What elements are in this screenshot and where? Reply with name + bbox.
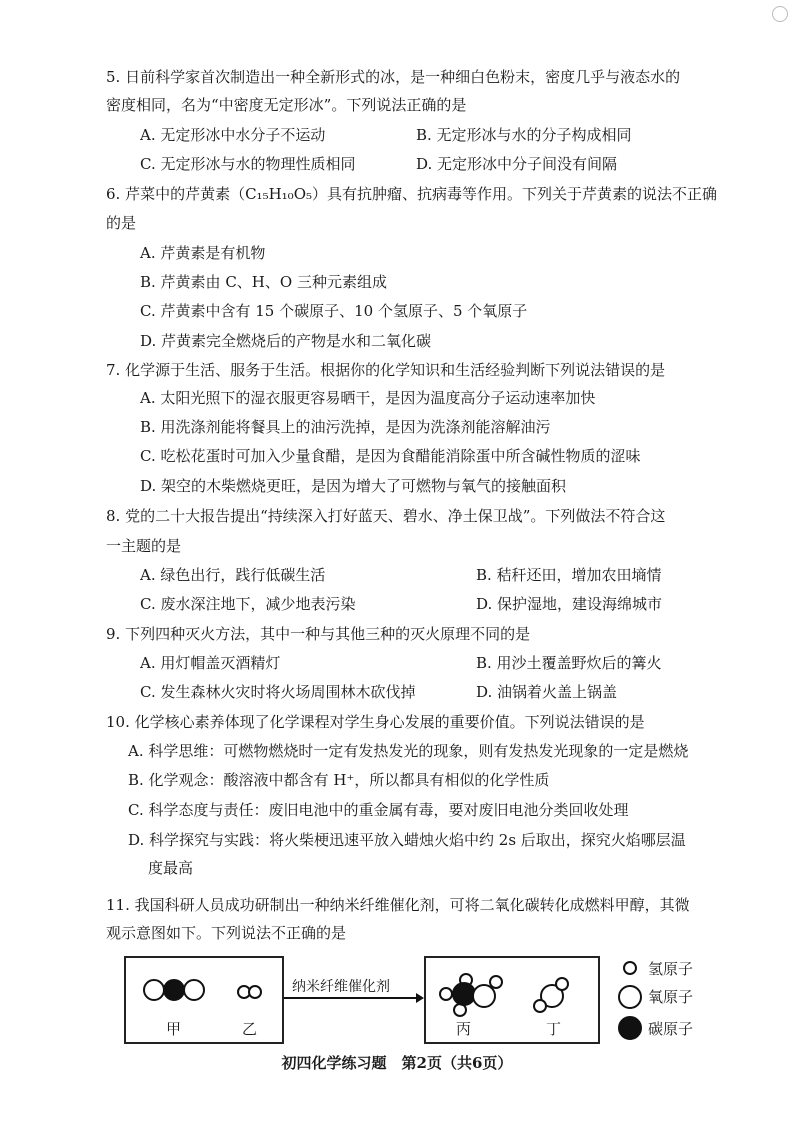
question-10-option-d-line-2: 度最高 — [148, 859, 194, 877]
molecule-yi-h2-icon — [238, 986, 261, 998]
question-9-option-b: B. 用沙土覆盖野炊后的篝火 — [476, 654, 662, 672]
question-6-option-c: C. 芹黄素中含有 15 个碳原子、10 个氢原子、5 个氧原子 — [140, 302, 528, 320]
question-7-stem-line-1: 7. 化学源于生活、服务于生活。根据你的化学知识和生活经验判断下列说法错误的是 — [106, 361, 666, 379]
question-9-option-c: C. 发生森林火灾时将火场周围林木砍伐掉 — [140, 683, 416, 701]
question-5-option-b: B. 无定形冰与水的分子构成相同 — [416, 126, 632, 144]
question-8-option-d: D. 保护湿地，建设海绵城市 — [476, 595, 663, 613]
question-5-stem-line-1: 5. 日前科学家首次制造出一种全新形式的冰，是一种细白色粉末，密度几乎与液态水的 — [106, 68, 681, 86]
question-7-option-d: D. 架空的木柴燃烧更旺，是因为增大了可燃物与氧气的接触面积 — [140, 477, 567, 495]
question-5-stem-line-2: 密度相同，名为“中密度无定形冰”。下列说法正确的是 — [106, 96, 467, 114]
question-10-option-c: C. 科学态度与责任：废旧电池中的重金属有毒，要对废旧电池分类回收处理 — [128, 801, 629, 819]
question-9-option-a: A. 用灯帽盖灭酒精灯 — [140, 654, 281, 672]
question-10-option-a: A. 科学思维：可燃物燃烧时一定有发热发光的现象，则有发热发光现象的一定是燃烧 — [128, 742, 689, 760]
question-8-option-a: A. 绿色出行，践行低碳生活 — [140, 566, 326, 584]
legend-hydrogen-icon — [624, 962, 636, 974]
reactant-label-jia: 甲 — [166, 1020, 182, 1038]
question-5-option-c: C. 无定形冰与水的物理性质相同 — [140, 155, 356, 173]
question-8-stem-line-2: 一主题的是 — [106, 537, 182, 555]
question-9-option-d: D. 油锅着火盖上锅盖 — [476, 683, 618, 701]
molecule-jia-co2-icon — [144, 980, 204, 1000]
question-6-stem-line-2: 的是 — [106, 214, 137, 232]
legend-carbon-label: 碳原子 — [648, 1020, 694, 1038]
reactant-label-yi: 乙 — [242, 1020, 258, 1038]
legend-hydrogen-label: 氢原子 — [648, 960, 694, 978]
question-7-option-c: C. 吃松花蛋时可加入少量食醋，是因为食醋能消除蛋中所含碱性物质的涩味 — [140, 447, 641, 465]
question-10-option-d-line-1: D. 科学探究与实践：将火柴梗迅速平放入蜡烛火焰中约 2s 后取出，探究火焰哪层温 — [128, 831, 686, 849]
question-6-option-b: B. 芹黄素由 C、H、O 三种元素组成 — [140, 273, 387, 291]
question-10-stem-line-1: 10. 化学核心素养体现了化学课程对学生身心发展的重要价值。下列说法错误的是 — [106, 713, 645, 731]
molecule-bing-methanol-icon — [440, 974, 502, 1016]
question-6-stem-line-1: 6. 芹菜中的芹黄素（C₁₅H₁₀O₅）具有抗肿瘤、抗病毒等作用。下列关于芹黄素的说法不正确 — [106, 185, 718, 203]
question-6-option-a: A. 芹黄素是有机物 — [140, 244, 266, 262]
reaction-diagram — [124, 956, 704, 1046]
catalyst-label: 纳米纤维催化剂 — [292, 979, 390, 995]
question-11-stem-line-2: 观示意图如下。下列说法不正确的是 — [106, 924, 347, 942]
question-10-option-b: B. 化学观念：酸溶液中都含有 H⁺，所以都具有相似的化学性质 — [128, 771, 550, 789]
question-7-option-a: A. 太阳光照下的湿衣服更容易晒干，是因为温度高分子运动速率加快 — [140, 389, 596, 407]
question-5-option-d: D. 无定形冰中分子间没有间隔 — [416, 155, 618, 173]
molecule-ding-water-icon — [534, 978, 568, 1012]
question-7-option-b: B. 用洗涤剂能将餐具上的油污洗掉，是因为洗涤剂能溶解油污 — [140, 418, 551, 436]
question-6-option-d: D. 芹黄素完全燃烧后的产物是水和二氧化碳 — [140, 332, 432, 350]
question-9-stem-line-1: 9. 下列四种灭火方法，其中一种与其他三种的灭火原理不同的是 — [106, 625, 531, 643]
question-8-option-b: B. 秸秆还田，增加农田墒情 — [476, 566, 662, 584]
legend-carbon-icon — [619, 1017, 641, 1039]
question-11-stem-line-1: 11. 我国科研人员成功研制出一种纳米纤维催化剂，可将二氧化碳转化成燃料甲醇，其微 — [106, 896, 690, 914]
question-5-option-a: A. 无定形冰中水分子不运动 — [140, 126, 326, 144]
scan-mark-icon — [772, 6, 788, 22]
legend-oxygen-icon — [619, 986, 641, 1008]
molecule-drawing — [124, 956, 704, 1046]
page-footer: 初四化学练习题 第2页（共6页） — [281, 1054, 513, 1072]
legend-oxygen-label: 氧原子 — [648, 988, 694, 1006]
question-8-stem-line-1: 8. 党的二十大报告提出“持续深入打好蓝天、碧水、净土保卫战”。下列做法不符合这 — [106, 507, 666, 525]
question-8-option-c: C. 废水深注地下，减少地表污染 — [140, 595, 356, 613]
product-label-bing: 丙 — [456, 1020, 472, 1038]
product-label-ding: 丁 — [546, 1020, 562, 1038]
